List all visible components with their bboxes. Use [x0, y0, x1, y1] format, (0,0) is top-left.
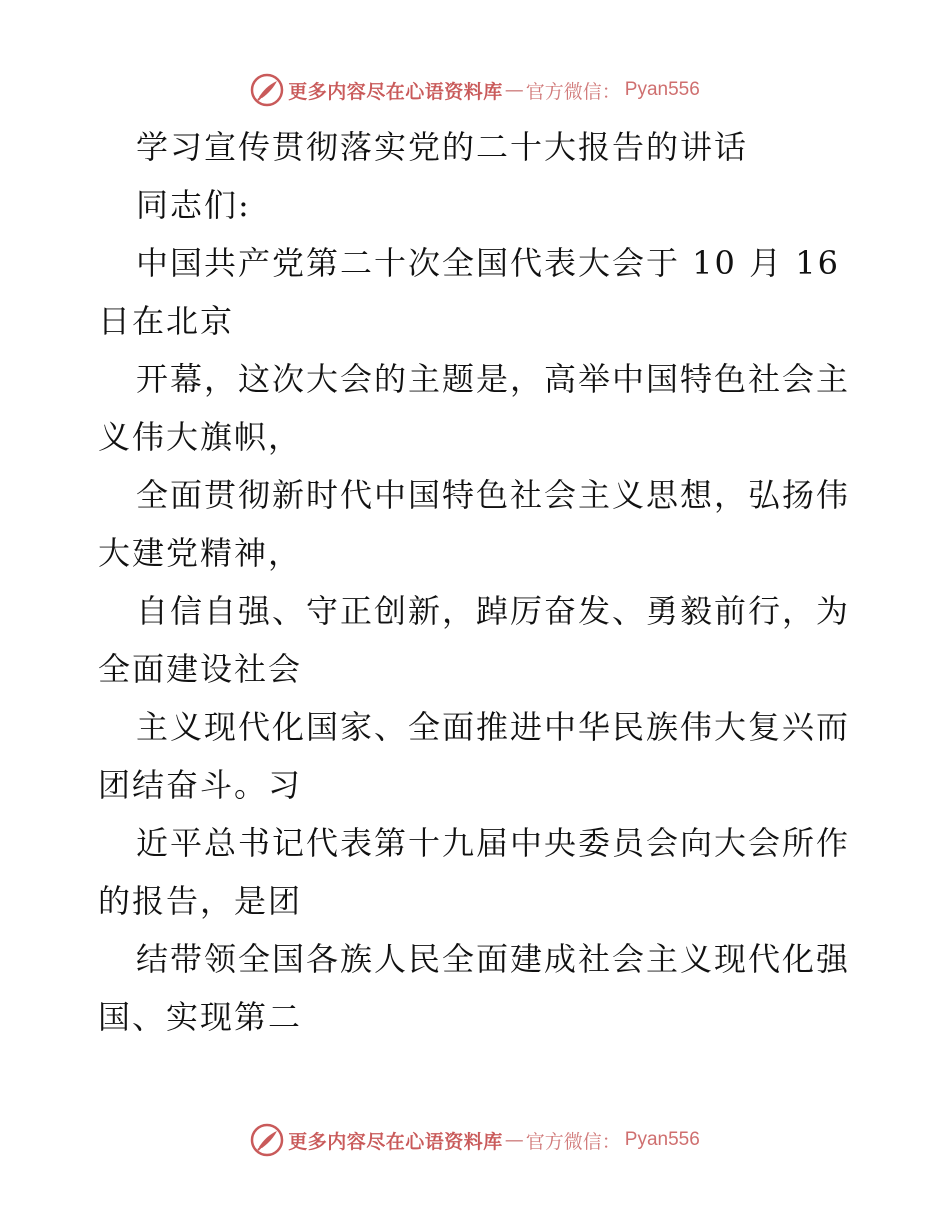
banner-dash: — [504, 79, 524, 101]
banner-wechat-id: Pyan556 [624, 79, 700, 100]
header-banner [0, 70, 950, 110]
banner-main-text: 更多内容尽在心语资料库 [288, 80, 503, 103]
text-line: 义伟大旗帜， [98, 418, 303, 456]
banner-wechat-label: 官方微信 [525, 1130, 602, 1153]
text-line: 日在北京 [98, 302, 235, 340]
document-title: 学习宣传贯彻落实党的二十大报告的讲话 [136, 128, 749, 166]
text-line: 中国共产党第二十次全国代表大会于 10 月 16 [136, 244, 840, 282]
text-line: 的报告，是团 [98, 882, 303, 920]
text-line: 结带领全国各族人民全面建成社会主义现代化强 [136, 940, 851, 978]
text-line: 全面贯彻新时代中国特色社会主义思想，弘扬伟 [136, 476, 851, 514]
quill-pen-seal-icon [250, 1123, 284, 1157]
banner-colon: ： [601, 80, 621, 103]
banner-colon: ： [601, 1130, 621, 1153]
quill-pen-seal-icon [250, 73, 284, 107]
banner-main-text: 更多内容尽在心语资料库 [288, 1130, 503, 1153]
text-line: 近平总书记代表第十九届中央委员会向大会所作 [136, 824, 851, 862]
text-line: 开幕，这次大会的主题是，高举中国特色社会主 [136, 360, 851, 398]
footer-banner [0, 1120, 950, 1160]
banner-wechat-id: Pyan556 [624, 1129, 700, 1150]
text-line: 国、实现第二 [98, 998, 303, 1036]
banner-dash: — [504, 1129, 524, 1151]
text-line: 团结奋斗。习 [98, 766, 303, 804]
text-line: 全面建设社会 [98, 650, 303, 688]
document-body [98, 118, 858, 1046]
text-line: 大建党精神， [98, 534, 303, 572]
banner-wechat-label: 官方微信 [525, 80, 602, 103]
salutation: 同志们: [136, 186, 251, 224]
text-line: 主义现代化国家、全面推进中华民族伟大复兴而 [136, 708, 851, 746]
text-line: 自信自强、守正创新，踔厉奋发、勇毅前行，为 [136, 592, 851, 630]
